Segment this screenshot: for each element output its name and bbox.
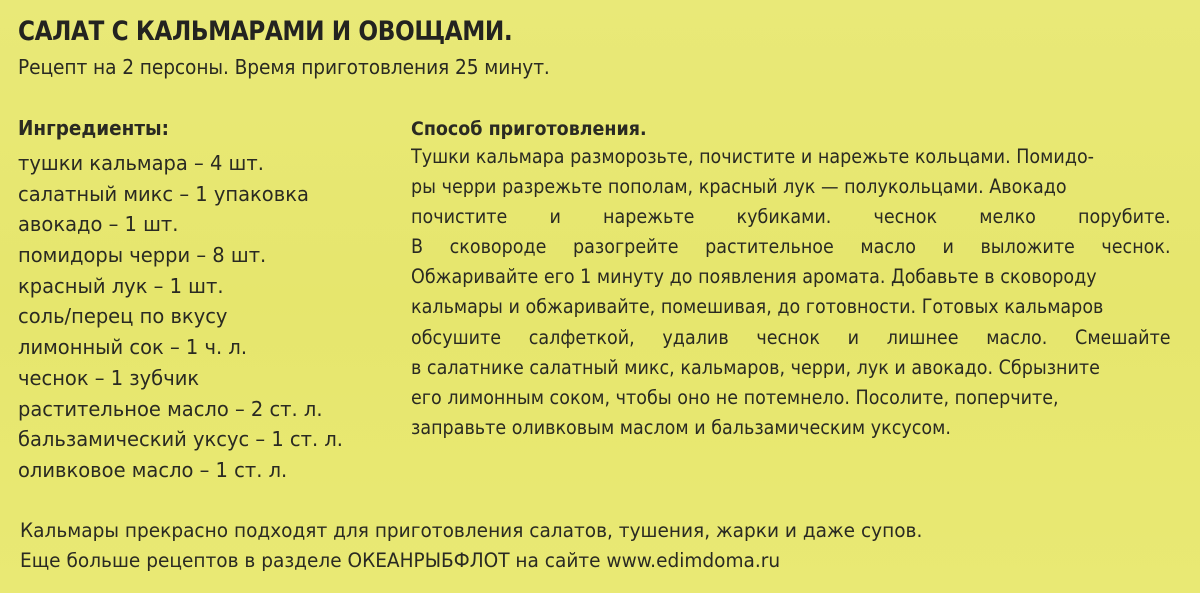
method-line: обсушите салфеткой, удалив чеснок и лишнее масло. Смешайте [411, 325, 1171, 349]
method-line: Тушки кальмара разморозьте, почистите и нарежьте кольцами. Помидо- [411, 145, 1095, 168]
ingredients-heading: Ингредиенты: [18, 116, 169, 140]
ingredient-item: помидоры черри – 8 шт. [18, 243, 267, 268]
ingredient-item: бальзамический уксус – 1 ст. л. [18, 427, 343, 452]
ingredient-item: лимонный сок – 1 ч. л. [18, 335, 248, 360]
method-line: в салатнике салатный микс, кальмаров, черри, лук и авокадо. Сбрызните [411, 355, 1100, 379]
method-line: его лимонным соком, чтобы оно не потемнело. Посолите, поперчите, [411, 385, 1059, 409]
ingredient-item: соль/перец по вкусу [18, 304, 228, 329]
recipe-subtitle: Рецепт на 2 персоны. Время приготовления 25 минут. [18, 55, 550, 79]
ingredients-list [18, 148, 360, 486]
ingredient-item: растительное масло – 2 ст. л. [18, 396, 323, 421]
method-line: заправьте оливковым маслом и бальзамическим уксусом. [411, 415, 951, 439]
method-line: Обжаривайте его 1 минуту до появления аромата. Добавьте в сковороду [411, 265, 1097, 289]
recipe-title: САЛАТ С КАЛЬМАРАМИ И ОВОЩАМИ. [18, 16, 513, 47]
ingredient-item: красный лук – 1 шт. [18, 273, 224, 298]
footer-note [20, 516, 970, 576]
ingredient-item: тушки кальмара – 4 шт. [18, 151, 264, 175]
method-line: почистите и нарежьте кубиками. чеснок мелко порубите. [411, 205, 1171, 229]
method-line: В сковороде разогрейте растительное масло и выложите чеснок. [411, 235, 1171, 259]
method-text [411, 142, 1171, 443]
footer-line: Еще больше рецептов в разделе ОКЕАНРЫБФЛОТ на сайте www.edimdoma.ru [20, 549, 781, 572]
method-line: ры черри разрежьте пополам, красный лук — полукольцами. Авокадо [411, 175, 1067, 199]
method-heading: Способ приготовления. [411, 118, 647, 140]
ingredient-item: чеснок – 1 зубчик [18, 365, 200, 390]
footer-line: Кальмары прекрасно подходят для приготовления салатов, тушения, жарки и даже супов. [20, 519, 923, 542]
ingredient-item: оливковое масло – 1 ст. л. [18, 457, 288, 482]
method-line: кальмары и обжаривайте, помешивая, до готовности. Готовых кальмаров [411, 295, 1104, 319]
ingredient-item: авокадо – 1 шт. [18, 212, 179, 237]
ingredient-item: салатный микс – 1 упаковка [18, 181, 309, 206]
